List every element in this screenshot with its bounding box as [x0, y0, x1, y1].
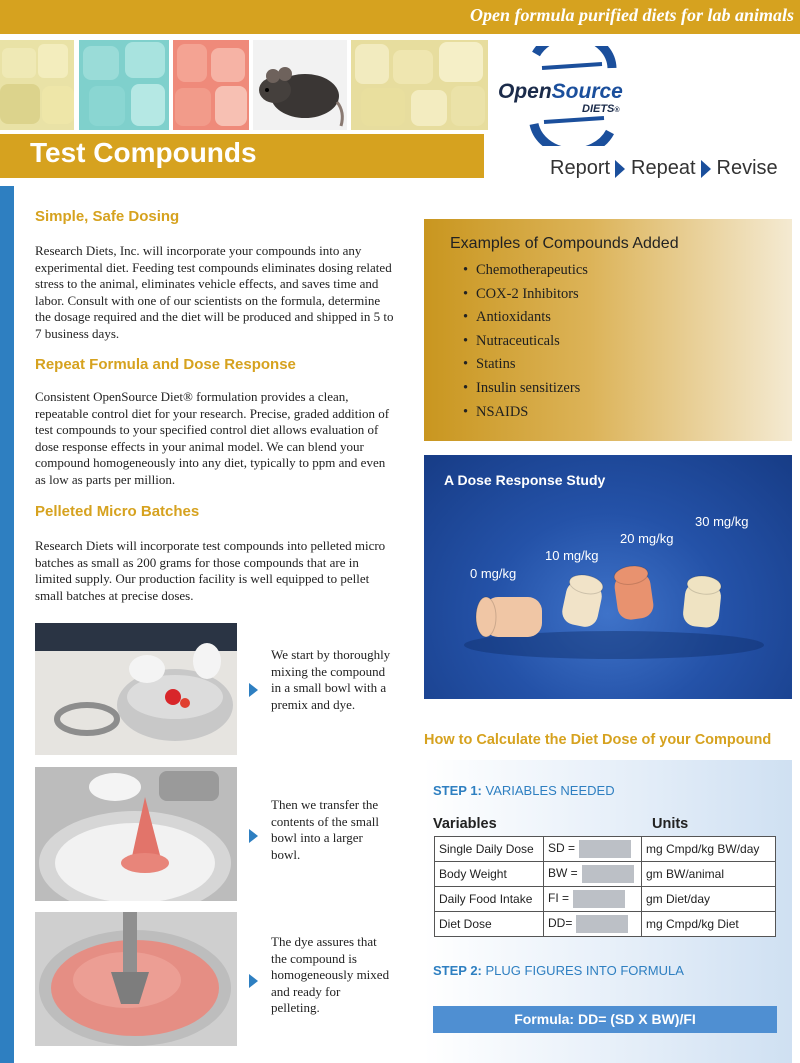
examples-list — [476, 259, 588, 424]
col-variables: Variables — [433, 816, 497, 832]
diet-pellets-yellow-photo — [0, 40, 74, 130]
var-abbr: DD= — [544, 912, 642, 937]
side-stripe — [0, 186, 14, 1063]
section-body-repeat-formula: Consistent OpenSource Diet® formulation provides a clean, repeatable control diet for your research. Precise, graded addition of test compounds to your specified control diet allows evaluation of dose response effects in your animal model. We can blend your compound homogeneously into any diet, typically to ppm and even as low as parts per million. — [35, 389, 390, 487]
list-item: • Insulin sensitizers — [476, 377, 588, 401]
dose-label-10: 10 mg/kg — [545, 548, 599, 563]
list-item: • NSAIDS — [476, 401, 588, 425]
pellet-10 — [560, 572, 605, 629]
pellet-30 — [682, 574, 722, 628]
section-body-micro-batches: Research Diets will incorporate test compounds into pelleted micro batches as small as 200 grams for those compounds that are in limited supply. Our production facility is well equipped to pellet small batches at precise doses. — [35, 538, 386, 603]
var-unit: gm BW/animal — [642, 862, 776, 887]
step-arrow-icon — [249, 683, 258, 697]
var-unit: gm Diet/day — [642, 887, 776, 912]
table-row — [435, 912, 776, 937]
value-placeholder — [573, 890, 625, 908]
section-heading-micro-batches: Pelleted Micro Batches — [35, 503, 200, 520]
value-placeholder — [576, 915, 628, 933]
pellets-illustration — [424, 455, 792, 699]
mouse-photo — [253, 40, 347, 130]
step2-label: STEP 2: PLUG FIGURES INTO FORMULA — [433, 963, 684, 978]
motto-revise: Revise — [716, 157, 778, 179]
opensource-diets-logo — [494, 46, 654, 146]
step1-label: STEP 1: VARIABLES NEEDED — [433, 783, 615, 798]
diet-pellets-teal-photo — [79, 40, 169, 130]
var-abbr: BW = — [544, 862, 642, 887]
var-abbr: FI = — [544, 887, 642, 912]
section-heading-simple-dosing: Simple, Safe Dosing — [35, 208, 180, 225]
step-3-text: The dye assures that the compound is homogeneously mixed and ready for pelleting. — [271, 934, 390, 1015]
pellet-0 — [476, 597, 542, 637]
motto-repeat: Repeat — [631, 157, 696, 179]
table-row — [435, 862, 776, 887]
step-2-text: Then we transfer the contents of the small bowl into a larger bowl. — [271, 797, 379, 862]
mixing-small-bowl-photo — [35, 623, 237, 755]
diet-pellets-cream-photo — [351, 40, 488, 130]
var-abbr: SD = — [544, 837, 642, 862]
dose-label-0: 0 mg/kg — [470, 566, 517, 581]
transfer-bowl-photo — [35, 767, 237, 901]
svg-text:OpenSource: OpenSource — [498, 80, 623, 103]
step-1-text: We start by thoroughly mixing the compound in a small bowl with a premix and dye. — [271, 647, 391, 712]
motto-report: Report — [550, 157, 611, 179]
list-item: • Chemotherapeutics — [476, 259, 588, 283]
dose-study-title: A Dose Response Study — [444, 472, 606, 488]
tagline: Open formula purified diets for lab animals — [469, 5, 794, 25]
value-placeholder — [582, 865, 634, 883]
list-item: • COX-2 Inhibitors — [476, 283, 588, 307]
examples-box — [424, 219, 792, 441]
pellet-20 — [613, 564, 655, 621]
table-row — [435, 837, 776, 862]
dose-label-30: 30 mg/kg — [695, 514, 749, 529]
examples-heading: Examples of Compounds Added — [450, 235, 679, 252]
value-placeholder — [579, 840, 631, 858]
section-body-simple-dosing: Research Diets, Inc. will incorporate your compounds into any experimental diet. Feeding test compounds eliminates dosing related stress to the animal, eliminates vehicle effects, and saves time and labor. Consult with one of our scientists on the formula, determine the dosage required and the diet will be produced and shipped in 5 to 7 business days. — [35, 243, 394, 341]
table-row — [435, 887, 776, 912]
mixed-dye-photo — [35, 912, 237, 1046]
motto — [550, 157, 778, 180]
svg-text:DIETS®: DIETS® — [582, 103, 620, 115]
var-name: Single Daily Dose — [435, 837, 544, 862]
play-arrow-icon — [701, 160, 711, 178]
page-title: Test Compounds — [30, 137, 257, 168]
dose-response-study — [424, 455, 792, 699]
list-item: • Statins — [476, 353, 588, 377]
variables-table — [434, 836, 776, 937]
list-item: • Nutraceuticals — [476, 330, 588, 354]
step-arrow-icon — [249, 974, 258, 988]
list-item: • Antioxidants — [476, 306, 588, 330]
col-units: Units — [652, 816, 689, 832]
var-unit: mg Cmpd/kg Diet — [642, 912, 776, 937]
formula-bar: Formula: DD= (SD X BW)/FI — [433, 1006, 777, 1033]
diet-pellets-pink-photo — [173, 40, 249, 130]
step-arrow-icon — [249, 829, 258, 843]
var-name: Diet Dose — [435, 912, 544, 937]
var-unit: mg Cmpd/kg BW/day — [642, 837, 776, 862]
play-arrow-icon — [615, 160, 625, 178]
var-name: Body Weight — [435, 862, 544, 887]
var-name: Daily Food Intake — [435, 887, 544, 912]
dose-label-20: 20 mg/kg — [620, 531, 674, 546]
calc-box — [424, 760, 792, 1063]
section-heading-repeat-formula: Repeat Formula and Dose Response — [35, 356, 296, 373]
calc-heading: How to Calculate the Diet Dose of your Compound — [424, 732, 772, 748]
